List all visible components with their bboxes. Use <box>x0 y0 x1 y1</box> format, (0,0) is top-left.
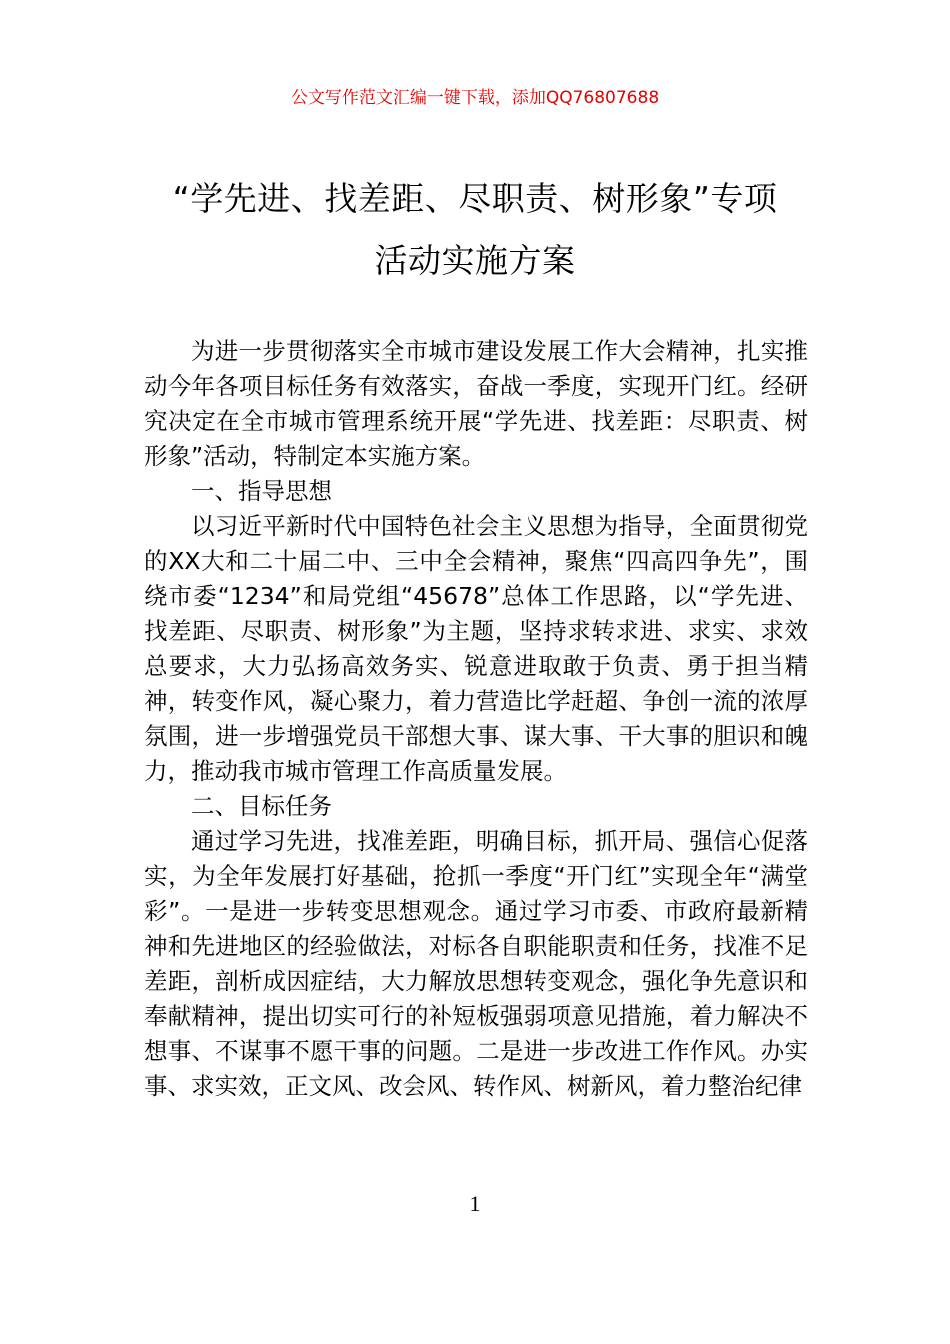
title-line-1: “学先进、找差距、尽职责、树形象”专项 <box>172 179 778 218</box>
title-line-2: 活动实施方案 <box>374 241 576 280</box>
section-heading-objectives: 二、目标任务 <box>191 792 332 820</box>
guiding-ideology-paragraph: 以习近平新时代中国特色社会主义思想为指导，全面贯彻党的XX大和二十届二中、三中全会精神，聚焦“四高四争先”，围绕市委“1234”和局党组“45678”总体工作思路，以“学先进、找差距、尽职责、树形象”为主题，坚持求转求进、求实、求效总要求，大力弘扬高效务实、锐意进取敢于负责、勇于担当精神，转变作风，凝心聚力，着力营造比学赶超、争创一流的浓厚氛围，进一步增强党员干部想大事、谋大事、干大事的胆识和魄力，推动我市城市管理工作高质量发展。 <box>144 512 808 785</box>
header-banner: 公文写作范文汇编一键下载，添加QQ76807688 <box>290 88 660 108</box>
section-heading-guiding-ideology: 一、指导思想 <box>191 477 332 505</box>
page-number: 1 <box>469 1191 481 1216</box>
objectives-paragraph: 通过学习先进，找准差距，明确目标，抓开局、强信心促落实，为全年发展打好基础，抢抓一季度“开门红”实现全年“满堂彩”。一是进一步转变思想观念。通过学习市委、市政府最新精神和先进地区的经验做法，对标各自职能职责和任务，找准不足差距，剖析成因症结，大力解放思想转变观念，强化争先意识和奉献精神，提出切实可行的补短板强弱项意见措施，着力解决不想事、不谋事不愿干事的问题。二是进一步改进工作作风。办实事、求实效，正文风、改会风、转作风、树新风，着力整治纪律 <box>144 827 808 1100</box>
document-body <box>144 334 808 1104</box>
document-title <box>120 168 830 292</box>
intro-paragraph: 为进一步贯彻落实全市城市建设发展工作大会精神，扎实推动今年各项目标任务有效落实，奋战一季度，实现开门红。经研究决定在全市城市管理系统开展“学先进、找差距：尽职责、树形象”活动，特制定本实施方案。 <box>144 337 808 470</box>
